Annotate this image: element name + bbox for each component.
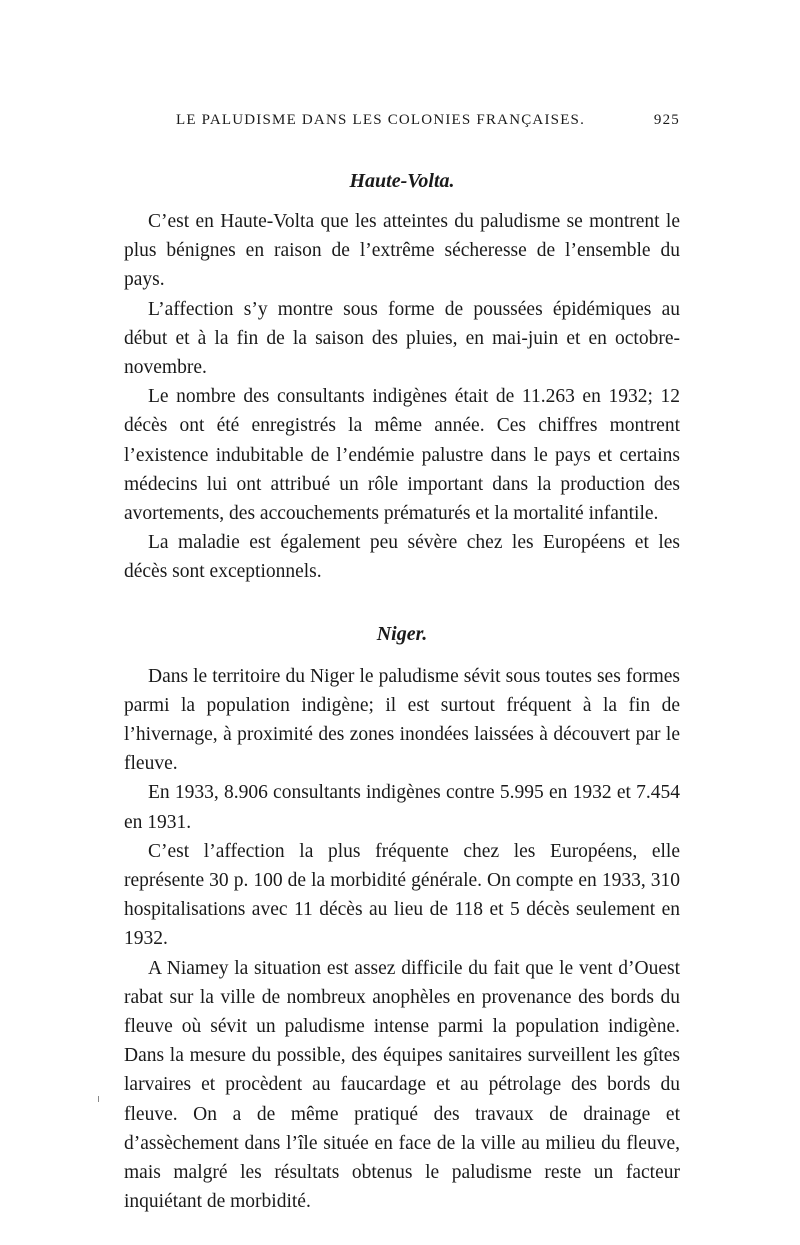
- section-title-niger: Niger.: [376, 622, 428, 645]
- paragraph: C’est l’affection la plus fréquente chez les Européens, elle représente 30 p. 100 de la morbidité générale. On compte en 1933, 310 hospitalisations avec 11 décès au lieu de 118 et 5 décès seulement en 1932.: [124, 840, 680, 950]
- paragraph: L’affection s’y montre sous forme de poussées épidémiques au début et à la fin de la saison des pluies, en mai-juin et en octobre-novembre.: [124, 298, 680, 379]
- running-head: [124, 112, 680, 140]
- paragraph: Le nombre des consultants indigènes était de 11.263 en 1932; 12 décès ont été enregistrés la même année. Ces chiffres montrent l’existence indubitable de l’endémie palustre dans le pays et certains médecins lui ont attribué un rôle important dans la production des avortements, des accouchements prématurés et la mortalité infantile.: [124, 386, 680, 525]
- paragraph: A Niamey la situation est assez difficile du fait que le vent d’Ouest rabat sur la ville de nombreux anophèles en provenance des bords du fleuve où sévit un paludisme intense parmi la population indigène. Dans la mesure du possible, des équipes sanitaires surveillent les gîtes larvaires et procèdent au faucardage et au pétrolage des bords du fleuve. On a de même pratiqué des travaux de drainage et d’assèchement dans l’île située en face de la ville au milieu du fleuve, mais malgré les résultats obtenus le paludisme reste un facteur inquiétant de morbidité.: [124, 957, 680, 1213]
- paragraph: En 1933, 8.906 consultants indigènes contre 5.995 en 1932 et 7.454 en 1931.: [124, 782, 680, 833]
- section-title-haute-volta: Haute-Volta.: [349, 170, 455, 192]
- book-page: [124, 112, 680, 1217]
- paragraph: C’est en Haute-Volta que les atteintes du paludisme se montrent le plus bénignes en raison de l’extrême sécheresse de l’ensemble du pays.: [124, 211, 680, 291]
- running-title: LE PALUDISME DANS LES COLONIES FRANÇAISES.: [176, 112, 586, 128]
- paragraph: La maladie est également peu sévère chez les Européens et les décès sont exceptionnels.: [124, 532, 680, 583]
- margin-mark: [98, 1096, 99, 1102]
- page-number: 925: [653, 112, 680, 128]
- paragraph: Dans le territoire du Niger le paludisme sévit sous toutes ses formes parmi la population indigène; il est surtout fréquent à la fin de l’hivernage, à proximité des zones inondées laissées à découvert par le fleuve.: [124, 665, 680, 775]
